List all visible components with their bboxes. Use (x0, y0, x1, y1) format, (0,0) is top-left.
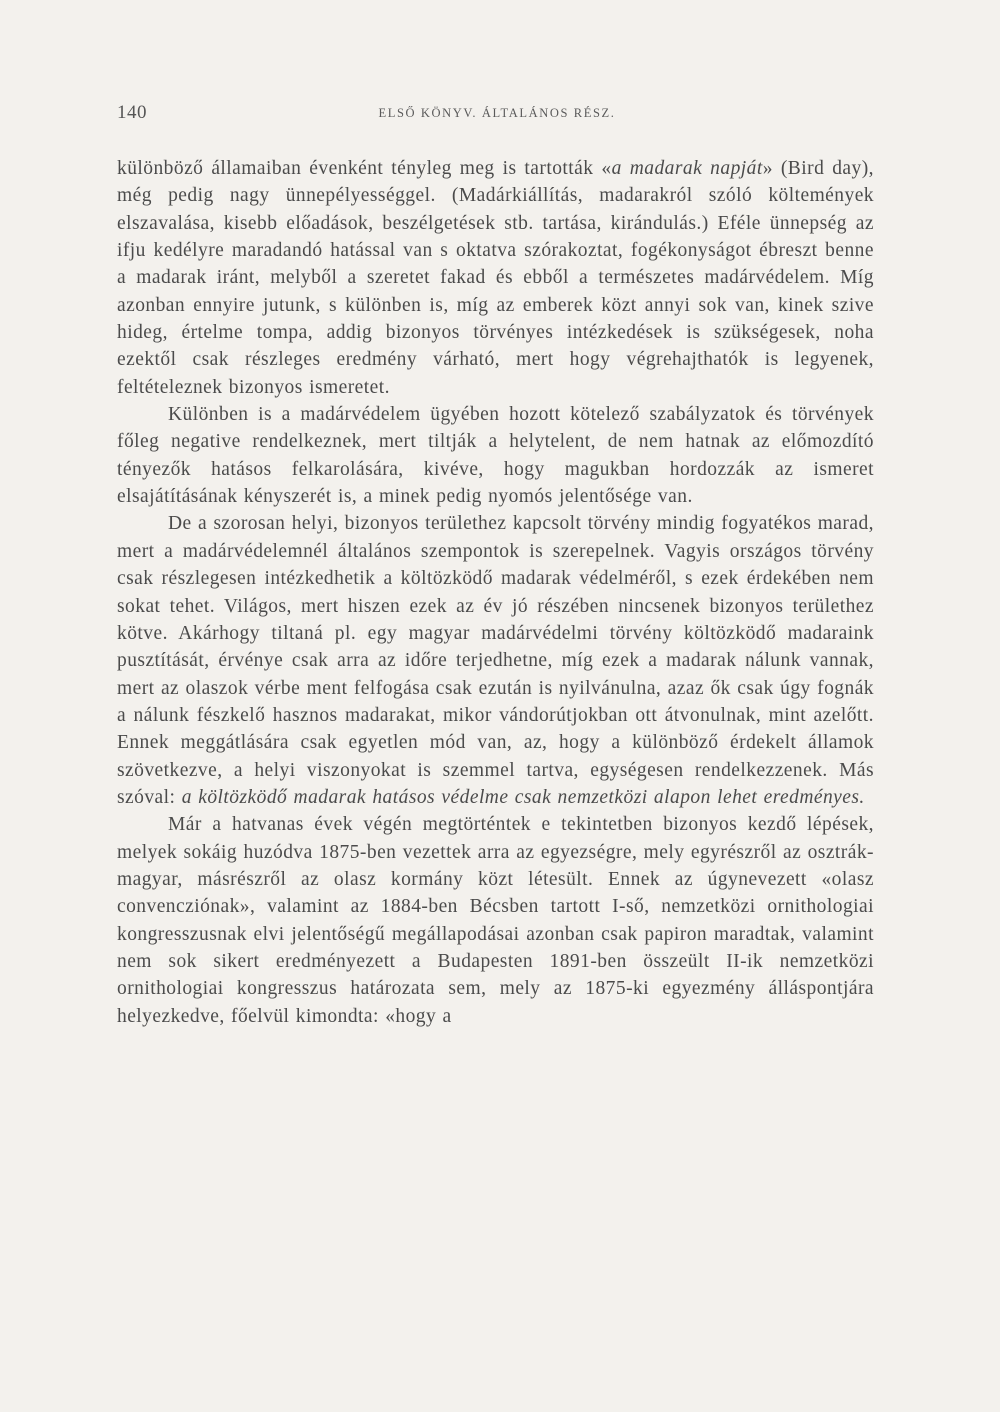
paragraph (117, 811, 874, 1030)
paragraph (117, 401, 874, 510)
italic-phrase: a költözködő madarak hatásos védelme csak nemzetközi alapon lehet eredményes. (181, 786, 865, 808)
page-number: 140 (117, 102, 147, 123)
running-head: ELSŐ KÖNYV. ÁLTALÁNOS RÉSZ. (378, 106, 616, 120)
page-header (117, 102, 877, 126)
body-text (117, 155, 874, 1030)
text-run: Különben is a madárvédelem ügyében hozott kötelező szabályzatok és törvények főleg negative rendelkeznek, mert tiltják a helytelent, de nem hatnak az előmozdító tényezők hatásos felkarolására, kivéve, hogy magukban hordozzák az ismeret elsajátításának kényszerét is, a minek pedig nyomós jelentősége van. (117, 404, 874, 508)
italic-phrase: a madarak napját (611, 158, 763, 179)
paragraph (117, 155, 874, 401)
text-run: De a szorosan helyi, bizonyos területhez kapcsolt törvény mindig fogyatékos marad, mert a madárvédelemnél általános szempontok is szerepelnek. Vagyis országos törvény csak részlegesen intézkedhetik a költözködő madarak védelméről, s ezek érdekében nem sokat tehet. Világos, mert hiszen ezek az év jó részében nincsenek bizonyos területhez kötve. Akárhogy tiltaná pl. egy magyar madárvédelmi törvény költözködő madaraink pusztítását, érvénye csak arra az időre terjedhetne, míg ezek a madarak nálunk vannak, mert az olaszok vérbe ment felfogása csak ezután is nyilvánulna, azaz ők csak úgy fognák a nálunk fészkelő hasznos madarakat, mikor vándorútjokban ott átvonulnak, mint azelőtt. Ennek meggátlására csak egyetlen mód van, az, hogy a különböző érdekelt államok szövetkezve, a helyi viszonyokat is szemmel tartva, egységesen rendelkezzenek. Más szóval: (117, 513, 874, 808)
paragraph (117, 510, 874, 811)
text-run: Már a hatvanas évek végén megtörténtek e tekintetben bizonyos kezdő lépések, melyek sokáig huzódva 1875-ben vezettek arra az egyezségre, mely egyrészről az osztrák-magyar, másrészről az olasz kormány közt létesült. Ennek az úgynevezett «olasz convencziónak», valamint az 1884-ben Bécsben tartott I-ső, nemzetközi ornithologiai kongresszusnak elvi jelentőségű megállapodásai azonban csak papiron maradtak, valamint nem sok sikert eredményezett a Budapesten 1891-ben összeült II-ik nemzetközi ornithologiai kongresszus határozata sem, mely az 1875-ki egyezmény álláspontjára helyezkedve, főelvül kimondta: «hogy a (117, 814, 874, 1027)
text-run: » (Bird day), még pedig nagy ünnepélyességgel. (Madárkiállítás, madarakról szóló költemények elszavalása, kisebb előadások, beszélgetések stb. tartása, kirándulás.) Eféle ünnepség az ifju kedélyre maradandó hatással van s oktatva szórakoztat, fogékonyságot ébreszt benne a madarak iránt, melyből a szeretet fakad és ebből a természetes madárvédelem. Míg azonban ennyire jutunk, s különben is, míg az emberek közt annyi sok van, kinek szive hideg, értelme tompa, addig bizonyos törvényes intézkedések is szükségesek, noha ezektől csak részleges eredmény várható, mert hogy végrehajthatók is legyenek, feltételeznek bizonyos ismeretet. (117, 158, 874, 398)
text-run: különböző államaiban évenként tényleg meg is tartották « (117, 158, 612, 179)
